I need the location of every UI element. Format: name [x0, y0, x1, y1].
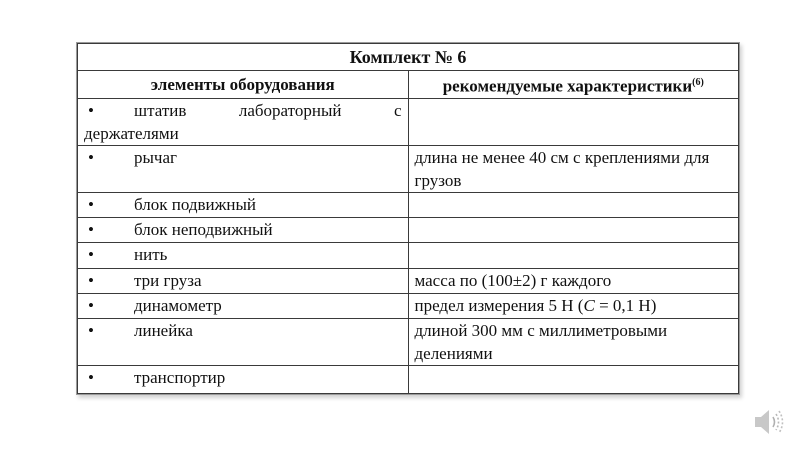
- spec-cell: длина не менее 40 см с креплениями для грузов: [408, 146, 739, 193]
- spec-text: предел измерения 5 Н (: [414, 296, 584, 315]
- item-text-cont: держателями: [84, 124, 179, 143]
- table-row: [78, 269, 739, 294]
- item-cell: [78, 218, 409, 243]
- item-cell: [78, 294, 409, 319]
- bullet-icon: •: [88, 195, 94, 214]
- item-text: рычаг: [134, 148, 177, 167]
- header-characteristics-text: рекомендуемые характеристики: [442, 76, 693, 96]
- table-row: [78, 294, 739, 319]
- item-text: штатив лабораторный с: [134, 101, 402, 120]
- bullet-icon: •: [88, 245, 94, 264]
- item-cell: [78, 269, 409, 294]
- bullet-icon: •: [88, 271, 94, 290]
- bullet-icon: •: [88, 296, 94, 315]
- spec-cell: [408, 294, 739, 319]
- spec-cell: [408, 193, 739, 218]
- bullet-icon: •: [88, 220, 94, 239]
- item-text: нить: [134, 245, 168, 264]
- table-row: [78, 243, 739, 269]
- spec-cell: [408, 99, 739, 146]
- spec-text: = 0,1 Н): [594, 296, 657, 315]
- spec-cell: [408, 243, 739, 269]
- item-text: транспортир: [134, 368, 226, 387]
- item-cell: [78, 193, 409, 218]
- item-text: блок неподвижный: [134, 220, 273, 239]
- item-cell: [78, 319, 409, 366]
- spec-cell: длиной 300 мм с миллиметровыми делениями: [408, 319, 739, 366]
- bullet-icon: •: [88, 321, 94, 340]
- bullet-icon: •: [88, 101, 94, 120]
- header-row: [78, 71, 739, 99]
- equipment-table: [77, 43, 739, 394]
- item-cell: [78, 366, 409, 394]
- item-text: линейка: [134, 321, 193, 340]
- item-text: три груза: [134, 271, 202, 290]
- item-text: динамометр: [134, 296, 222, 315]
- spec-cell: [408, 366, 739, 394]
- table-row: [78, 99, 739, 146]
- footnote-ref: (6): [692, 77, 704, 89]
- table-row: [78, 193, 739, 218]
- table-row: [78, 146, 739, 193]
- spec-symbol: С: [583, 296, 595, 315]
- table-row: [78, 218, 739, 243]
- title-row: [78, 44, 739, 71]
- bullet-icon: •: [88, 148, 94, 167]
- equipment-table-container: [76, 42, 740, 395]
- item-text: блок подвижный: [134, 195, 256, 214]
- bullet-icon: •: [88, 368, 94, 387]
- header-characteristics: [408, 71, 739, 99]
- spec-cell: [408, 218, 739, 243]
- header-equipment: элементы оборудования: [78, 71, 409, 99]
- speaker-icon[interactable]: [752, 404, 788, 440]
- table-row: [78, 366, 739, 394]
- item-cell: [78, 99, 409, 146]
- table-row: [78, 319, 739, 366]
- item-cell: [78, 146, 409, 193]
- spec-cell: масса по (100±2) г каждого: [408, 269, 739, 294]
- table-title: Комплект № 6: [78, 44, 739, 71]
- item-cell: [78, 243, 409, 269]
